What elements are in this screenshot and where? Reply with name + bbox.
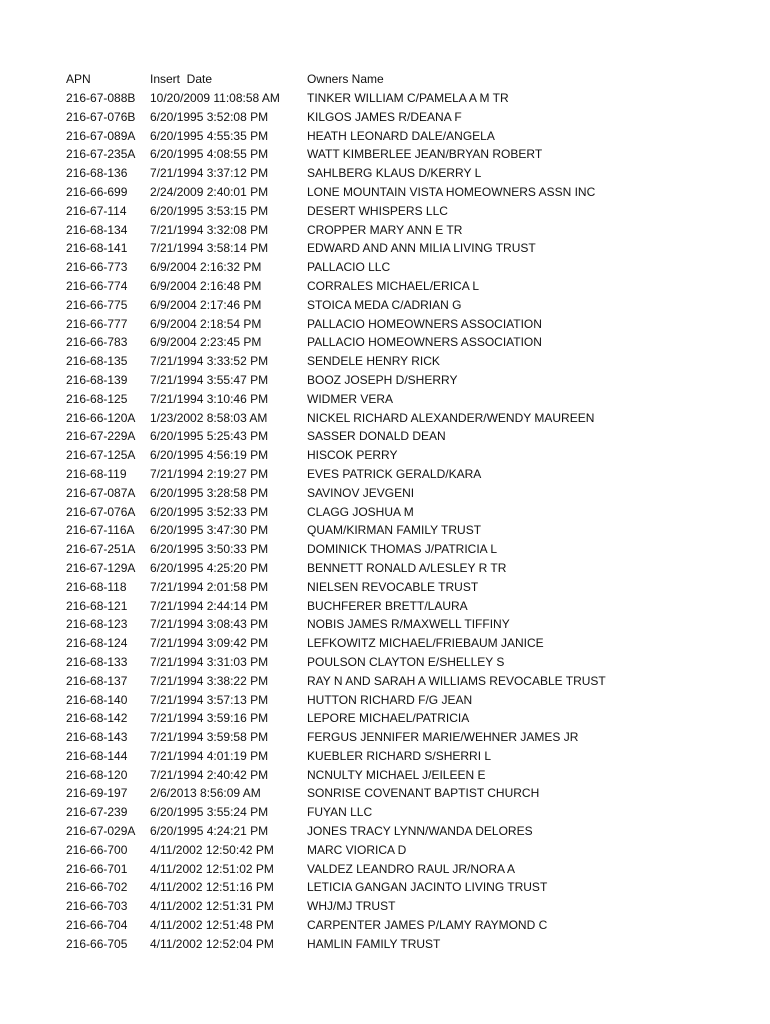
cell-insert-date: 7/21/1994 3:37:12 PM xyxy=(150,166,269,181)
cell-apn: 216-68-120 xyxy=(66,767,128,782)
table-row xyxy=(66,296,756,315)
cell-apn: 216-68-141 xyxy=(66,241,128,256)
table-row xyxy=(66,465,756,484)
cell-apn: 216-66-783 xyxy=(66,335,128,350)
table-row xyxy=(66,615,756,634)
cell-apn: 216-66-774 xyxy=(66,278,128,293)
cell-owners-name: KUEBLER RICHARD S/SHERRI L xyxy=(307,748,492,763)
cell-owners-name: SASSER DONALD DEAN xyxy=(307,429,446,444)
cell-apn: 216-66-701 xyxy=(66,861,128,876)
table-row xyxy=(66,653,756,672)
cell-apn: 216-68-139 xyxy=(66,372,128,387)
cell-owners-name: CROPPER MARY ANN E TR xyxy=(307,222,463,237)
cell-owners-name: CARPENTER JAMES P/LAMY RAYMOND C xyxy=(307,918,548,933)
cell-apn: 216-67-116A xyxy=(66,523,135,538)
cell-apn: 216-66-700 xyxy=(66,842,128,857)
cell-apn: 216-68-136 xyxy=(66,166,128,181)
table-row xyxy=(66,371,756,390)
cell-insert-date: 4/11/2002 12:51:16 PM xyxy=(150,880,274,895)
cell-apn: 216-67-088B xyxy=(66,91,136,105)
cell-insert-date: 2/6/2013 8:56:09 AM xyxy=(150,786,261,801)
cell-insert-date: 4/11/2002 12:51:31 PM xyxy=(150,899,274,914)
cell-insert-date: 7/21/1994 3:59:58 PM xyxy=(150,730,269,745)
cell-owners-name: STOICA MEDA C/ADRIAN G xyxy=(307,297,462,312)
table-row xyxy=(66,634,756,653)
cell-owners-name: NOBIS JAMES R/MAXWELL TIFFINY xyxy=(307,617,510,632)
table-row xyxy=(66,239,756,258)
cell-owners-name: LEPORE MICHAEL/PATRICIA xyxy=(307,711,470,726)
cell-apn: 216-66-775 xyxy=(66,297,128,312)
table-row xyxy=(66,183,756,202)
cell-apn: 216-68-135 xyxy=(66,354,128,369)
cell-insert-date: 7/21/1994 3:59:16 PM xyxy=(150,711,269,726)
table-row xyxy=(66,446,756,465)
cell-apn: 216-68-121 xyxy=(66,598,128,613)
table-row xyxy=(66,559,756,578)
table-row xyxy=(66,841,756,860)
cell-apn: 216-66-703 xyxy=(66,899,128,914)
cell-insert-date: 4/11/2002 12:51:02 PM xyxy=(150,861,274,876)
cell-insert-date: 7/21/1994 3:09:42 PM xyxy=(150,636,269,651)
cell-owners-name: SENDELE HENRY RICK xyxy=(307,354,440,369)
table-row xyxy=(66,202,756,221)
cell-insert-date: 7/21/1994 3:33:52 PM xyxy=(150,354,269,369)
cell-owners-name: NCNULTY MICHAEL J/EILEEN E xyxy=(307,767,486,782)
table-row xyxy=(66,691,756,710)
table-row xyxy=(66,935,756,954)
cell-insert-date: 7/21/1994 3:08:43 PM xyxy=(150,617,269,632)
table-row xyxy=(66,540,756,559)
cell-owners-name: SAVINOV JEVGENI xyxy=(307,485,415,500)
table-row xyxy=(66,315,756,334)
cell-apn: 216-66-777 xyxy=(66,316,128,331)
cell-insert-date: 7/21/1994 3:55:47 PM xyxy=(150,372,269,387)
cell-apn: 216-68-125 xyxy=(66,391,128,406)
table-row xyxy=(66,897,756,916)
table-row xyxy=(66,728,756,747)
cell-owners-name: BOOZ JOSEPH D/SHERRY xyxy=(307,372,458,387)
cell-insert-date: 7/21/1994 4:01:19 PM xyxy=(150,748,269,763)
header-apn: APN xyxy=(66,72,91,86)
cell-apn: 216-67-235A xyxy=(66,147,136,162)
cell-insert-date: 4/11/2002 12:50:42 PM xyxy=(150,842,274,857)
cell-owners-name: PALLACIO LLC xyxy=(307,260,391,275)
cell-apn: 216-67-114 xyxy=(66,203,127,218)
cell-owners-name: HISCOK PERRY xyxy=(307,448,398,463)
table-row xyxy=(66,766,756,785)
cell-apn: 216-66-699 xyxy=(66,184,128,199)
cell-owners-name: WHJ/MJ TRUST xyxy=(307,899,396,914)
table-row xyxy=(66,784,756,803)
table-row xyxy=(66,860,756,879)
cell-apn: 216-68-140 xyxy=(66,692,128,707)
cell-apn: 216-67-029A xyxy=(66,824,136,839)
cell-insert-date: 6/20/1995 3:55:24 PM xyxy=(150,805,269,820)
table-body xyxy=(66,89,756,954)
cell-owners-name: QUAM/KIRMAN FAMILY TRUST xyxy=(307,523,482,538)
cell-apn: 216-66-702 xyxy=(66,880,128,895)
table-row xyxy=(66,333,756,352)
cell-insert-date: 6/20/1995 3:47:30 PM xyxy=(150,523,269,538)
cell-owners-name: TINKER WILLIAM C/PAMELA A M TR xyxy=(307,91,509,105)
cell-apn: 216-66-705 xyxy=(66,936,128,951)
cell-owners-name: BUCHFERER BRETT/LAURA xyxy=(307,598,468,613)
cell-apn: 216-68-123 xyxy=(66,617,128,632)
cell-insert-date: 6/20/1995 4:56:19 PM xyxy=(150,448,269,463)
cell-apn: 216-67-229A xyxy=(66,429,136,444)
cell-apn: 216-67-076B xyxy=(66,109,136,124)
cell-insert-date: 6/20/1995 3:50:33 PM xyxy=(150,542,269,557)
cell-insert-date: 6/9/2004 2:16:48 PM xyxy=(150,278,262,293)
cell-insert-date: 7/21/1994 2:19:27 PM xyxy=(150,466,269,481)
cell-owners-name: FERGUS JENNIFER MARIE/WEHNER JAMES JR xyxy=(307,730,579,745)
cell-owners-name: WIDMER VERA xyxy=(307,391,394,406)
cell-insert-date: 6/9/2004 2:18:54 PM xyxy=(150,316,262,331)
cell-insert-date: 4/11/2002 12:52:04 PM xyxy=(150,936,274,951)
cell-insert-date: 6/9/2004 2:23:45 PM xyxy=(150,335,262,350)
table-row xyxy=(66,747,756,766)
cell-insert-date: 6/20/1995 4:24:21 PM xyxy=(150,824,269,839)
cell-apn: 216-68-124 xyxy=(66,636,128,651)
cell-insert-date: 6/20/1995 4:55:35 PM xyxy=(150,128,269,143)
table-row xyxy=(66,390,756,409)
cell-insert-date: 7/21/1994 3:32:08 PM xyxy=(150,222,269,237)
cell-insert-date: 7/21/1994 3:58:14 PM xyxy=(150,241,269,256)
cell-apn: 216-68-142 xyxy=(66,711,128,726)
cell-insert-date: 6/20/1995 3:52:08 PM xyxy=(150,109,269,124)
table-row xyxy=(66,672,756,691)
cell-insert-date: 7/21/1994 3:57:13 PM xyxy=(150,692,269,707)
header-insert-date: Insert Date xyxy=(150,72,213,86)
cell-apn: 216-69-197 xyxy=(66,786,128,801)
cell-insert-date: 6/20/1995 3:28:58 PM xyxy=(150,485,269,500)
table-row xyxy=(66,916,756,935)
cell-insert-date: 6/20/1995 4:08:55 PM xyxy=(150,147,269,162)
cell-insert-date: 2/24/2009 2:40:01 PM xyxy=(150,184,269,199)
cell-apn: 216-66-773 xyxy=(66,260,128,275)
cell-insert-date: 6/20/1995 5:25:43 PM xyxy=(150,429,269,444)
cell-owners-name: NIELSEN REVOCABLE TRUST xyxy=(307,579,479,594)
cell-insert-date: 6/20/1995 3:52:33 PM xyxy=(150,504,269,519)
cell-insert-date: 6/9/2004 2:16:32 PM xyxy=(150,260,262,275)
cell-apn: 216-66-704 xyxy=(66,918,128,933)
cell-insert-date: 7/21/1994 2:40:42 PM xyxy=(150,767,269,782)
cell-apn: 216-66-120A xyxy=(66,410,136,425)
cell-apn: 216-68-118 xyxy=(66,579,127,594)
table-row xyxy=(66,164,756,183)
cell-insert-date: 6/20/1995 3:53:15 PM xyxy=(150,203,269,218)
header-owners-name: Owners Name xyxy=(307,72,384,86)
cell-apn: 216-67-129A xyxy=(66,560,136,575)
cell-owners-name: LEFKOWITZ MICHAEL/FRIEBAUM JANICE xyxy=(307,636,544,651)
cell-apn: 216-67-125A xyxy=(66,448,136,463)
cell-apn: 216-67-251A xyxy=(66,542,136,557)
cell-owners-name: LONE MOUNTAIN VISTA HOMEOWNERS ASSN INC xyxy=(307,184,596,199)
cell-apn: 216-68-134 xyxy=(66,222,128,237)
table-row xyxy=(66,258,756,277)
cell-owners-name: BENNETT RONALD A/LESLEY R TR xyxy=(307,560,507,575)
table-row xyxy=(66,578,756,597)
cell-apn: 216-68-119 xyxy=(66,466,127,481)
cell-owners-name: DOMINICK THOMAS J/PATRICIA L xyxy=(307,542,498,557)
cell-insert-date: 7/21/1994 3:31:03 PM xyxy=(150,654,269,669)
table-row xyxy=(66,127,756,146)
table-row xyxy=(66,89,756,108)
cell-owners-name: HEATH LEONARD DALE/ANGELA xyxy=(307,128,495,143)
cell-owners-name: LETICIA GANGAN JACINTO LIVING TRUST xyxy=(307,880,548,895)
cell-apn: 216-67-076A xyxy=(66,504,136,519)
cell-apn: 216-68-144 xyxy=(66,748,128,763)
cell-owners-name: CLAGG JOSHUA M xyxy=(307,504,414,519)
table-row xyxy=(66,597,756,616)
cell-owners-name: VALDEZ LEANDRO RAUL JR/NORA A xyxy=(307,861,516,876)
cell-insert-date: 7/21/1994 3:38:22 PM xyxy=(150,673,269,688)
cell-apn: 216-68-137 xyxy=(66,673,128,688)
table-row xyxy=(66,277,756,296)
cell-insert-date: 6/9/2004 2:17:46 PM xyxy=(150,297,262,312)
cell-insert-date: 7/21/1994 2:01:58 PM xyxy=(150,579,269,594)
cell-owners-name: HUTTON RICHARD F/G JEAN xyxy=(307,692,473,707)
cell-apn: 216-68-143 xyxy=(66,730,128,745)
cell-owners-name: HAMLIN FAMILY TRUST xyxy=(307,936,441,951)
cell-owners-name: SONRISE COVENANT BAPTIST CHURCH xyxy=(307,786,540,801)
table-row xyxy=(66,352,756,371)
cell-insert-date: 1/23/2002 8:58:03 AM xyxy=(150,410,268,425)
table-row xyxy=(66,822,756,841)
cell-apn: 216-67-089A xyxy=(66,128,136,143)
table-row xyxy=(66,803,756,822)
cell-insert-date: 4/11/2002 12:51:48 PM xyxy=(150,918,274,933)
cell-owners-name: FUYAN LLC xyxy=(307,805,373,820)
table-row xyxy=(66,409,756,428)
cell-owners-name: EVES PATRICK GERALD/KARA xyxy=(307,466,482,481)
cell-owners-name: CORRALES MICHAEL/ERICA L xyxy=(307,278,480,293)
cell-owners-name: SAHLBERG KLAUS D/KERRY L xyxy=(307,166,482,181)
cell-insert-date: 10/20/2009 11:08:58 AM xyxy=(150,91,280,105)
cell-owners-name: PALLACIO HOMEOWNERS ASSOCIATION xyxy=(307,335,542,350)
table-header-row xyxy=(66,70,756,89)
table-row xyxy=(66,427,756,446)
table-row xyxy=(66,503,756,522)
cell-apn: 216-67-239 xyxy=(66,805,128,820)
cell-owners-name: JONES TRACY LYNN/WANDA DELORES xyxy=(307,824,533,839)
cell-owners-name: NICKEL RICHARD ALEXANDER/WENDY MAUREEN xyxy=(307,410,595,425)
cell-owners-name: KILGOS JAMES R/DEANA F xyxy=(307,109,462,124)
cell-insert-date: 7/21/1994 3:10:46 PM xyxy=(150,391,269,406)
table-row xyxy=(66,878,756,897)
table-row xyxy=(66,709,756,728)
table-row xyxy=(66,484,756,503)
owners-table xyxy=(66,70,756,954)
cell-owners-name: WATT KIMBERLEE JEAN/BRYAN ROBERT xyxy=(307,147,543,162)
cell-apn: 216-68-133 xyxy=(66,654,128,669)
cell-owners-name: PALLACIO HOMEOWNERS ASSOCIATION xyxy=(307,316,542,331)
cell-apn: 216-67-087A xyxy=(66,485,136,500)
table-row xyxy=(66,521,756,540)
cell-owners-name: DESERT WHISPERS LLC xyxy=(307,203,448,218)
table-row xyxy=(66,145,756,164)
table-row xyxy=(66,221,756,240)
cell-owners-name: EDWARD AND ANN MILIA LIVING TRUST xyxy=(307,241,536,256)
cell-owners-name: POULSON CLAYTON E/SHELLEY S xyxy=(307,654,505,669)
table-row xyxy=(66,108,756,127)
cell-insert-date: 6/20/1995 4:25:20 PM xyxy=(150,560,269,575)
cell-insert-date: 7/21/1994 2:44:14 PM xyxy=(150,598,269,613)
cell-owners-name: RAY N AND SARAH A WILLIAMS REVOCABLE TRUST xyxy=(307,673,606,688)
cell-owners-name: MARC VIORICA D xyxy=(307,842,407,857)
